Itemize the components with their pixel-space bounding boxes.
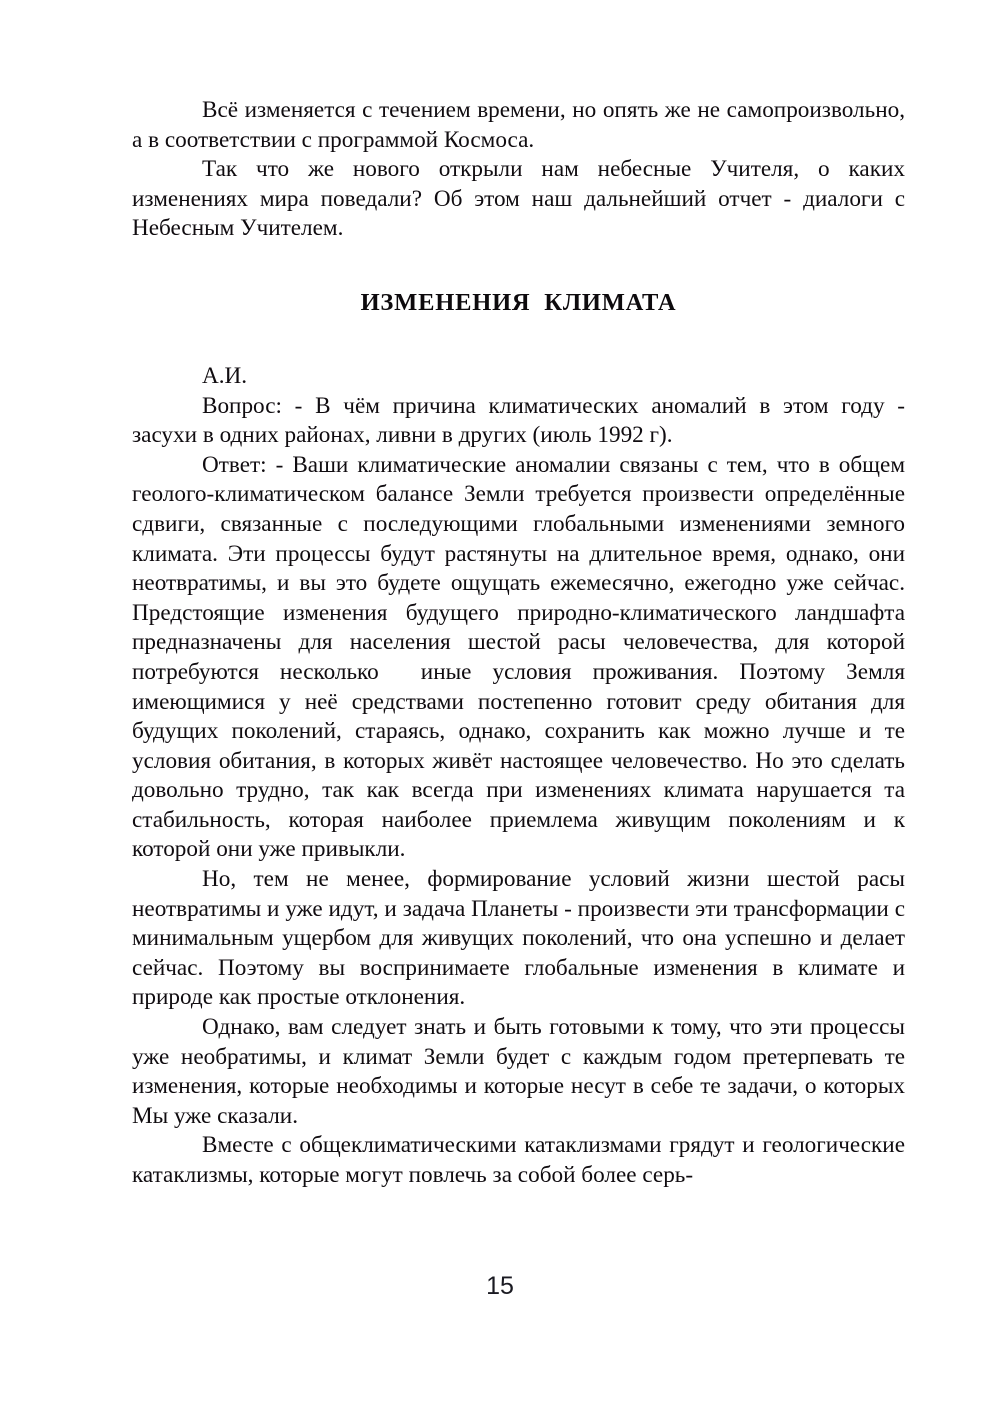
page-number: 15: [486, 1272, 514, 1300]
paragraph-otvet: Ответ: - Ваши климатические аномалии связаны с тем, что в общем геолого-климатическом балансе Земли требуется произвести определённые сдвиги, связанные с последующими глобальными изменениями земного климата. Эти процессы будут растянуты на длительное время, однако, они неотвратимы, и вы это будете ощущать ежемесячно, ежегодно уже сейчас. Предстоящие изменения будущего природно-климатического ландшафта предназначены для населения шестой расы человечества, для которой потребуются несколько иные условия проживания. Поэтому Земля имеющимися у неё средствами постепенно готовит среду обитания для будущих поколений, стараясь, однако, сохранить как можно лучше и те условия обитания, в которых живёт настоящее человечество. Но это сделать довольно трудно, так как всегда при изменениях климата нарушается та стабильность, которая наиболее приемлема живущим поколениям и к которой они уже привыкли.: [132, 451, 911, 863]
section-heading-izmeneniya-klimata: ИЗМЕНЕНИЯ КЛИМАТА: [360, 288, 677, 316]
heading-spacer-above: [132, 244, 905, 288]
paragraph-odnako-vam-sleduet-znat: Однако, вам следует знать и быть готовыми к тому, что эти процессы уже необратимы, и климат Земли будет с каждым годом претерпевать те изменения, которые необходимы и которые несут в себе те задачи, о которых Мы уже сказали.: [132, 1014, 911, 1129]
paragraph-vsyo-izmenyaetsya: Всё изменяется с течением времени, но опять же не самопроизвольно, а в соответствии с программой Космоса.: [132, 97, 911, 153]
speaker-label-ai: А.И.: [202, 362, 248, 389]
paragraph-vopros: Вопрос: - В чём причина климатических аномалий в этом году - засухи в одних районах, ливни в других (июль 1992 г).: [132, 392, 911, 449]
paragraph-vmeste-s-obscheklimaticheskimi: Вместе с общеклиматическими катаклизмами грядут и геологические катаклизмы, которые могут повлечь за собой более серь-: [132, 1132, 911, 1188]
text-column: [132, 96, 911, 1191]
paragraph-tak-chto-zhe-novogo: Так что же нового открыли нам небесные Учителя, о каких изменениях мира поведали? Об этом наш дальнейший отчет - диалоги с Небесным Учителем.: [132, 156, 911, 242]
paragraph-no-tem-ne-menee: Но, тем не менее, формирование условий жизни шестой расы неотвратимы и уже идут, и задача Планеты - произвести эти трансформации с минимальным ущербом для живущих поколений, что она успешно и делает сейчас. Поэтому вы воспринимаете глобальные изменения в климате и природе как простые отклонения.: [132, 866, 911, 1011]
heading-spacer-below: [132, 318, 905, 362]
